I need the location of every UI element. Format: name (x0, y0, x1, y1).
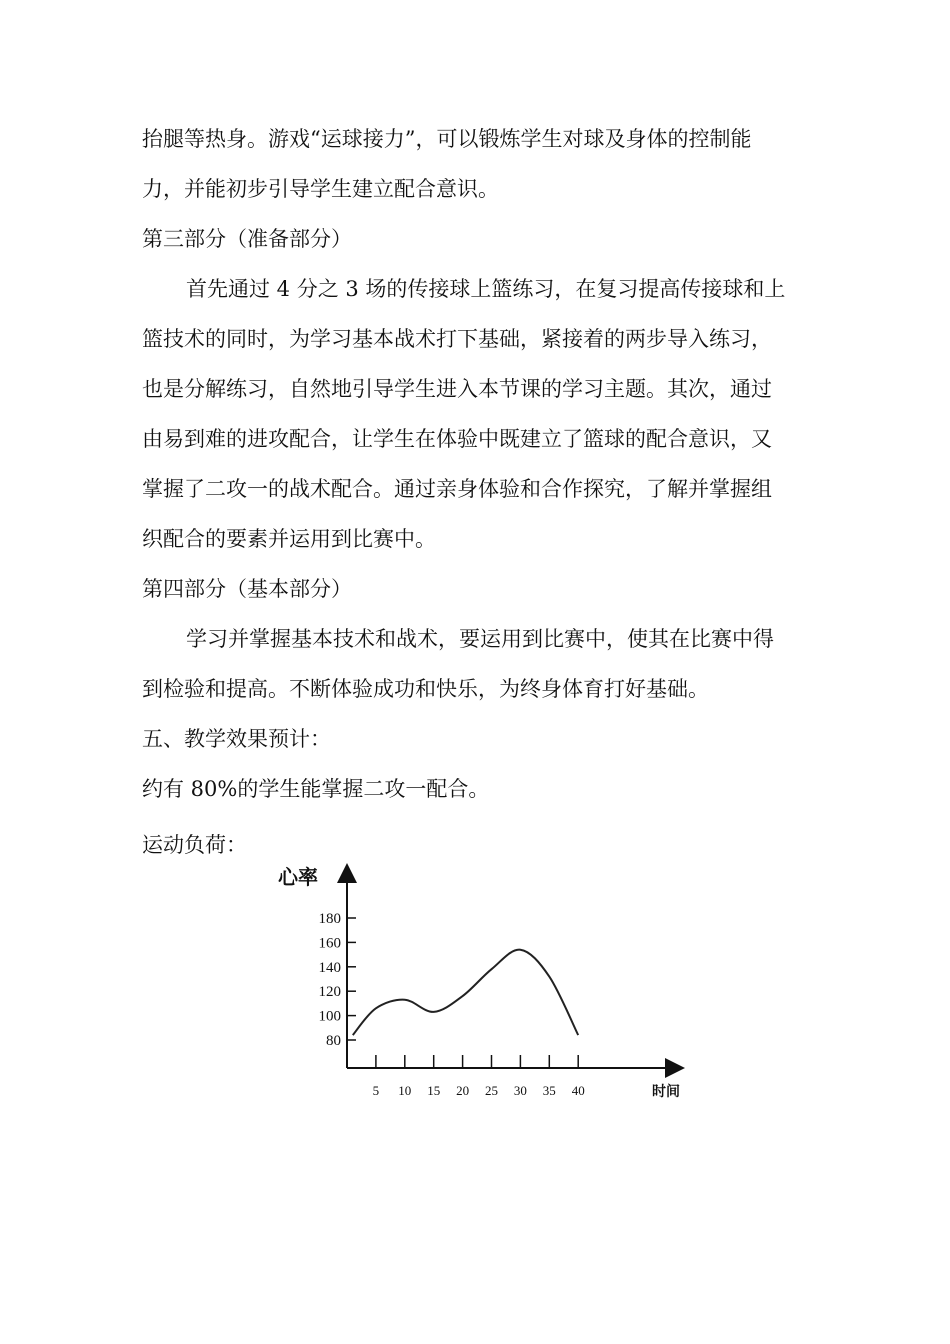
x-axis-label: 时间 (652, 1085, 680, 1100)
x-tick-label: 35 (542, 1083, 556, 1098)
paragraph-2-line-5: 掌握了二攻一的战术配合。通过亲身体验和合作探究，了解并掌握组 (142, 477, 772, 501)
y-tick-label: 180 (318, 911, 341, 927)
y-tick-label: 160 (318, 935, 341, 952)
x-tick-label: 5 (372, 1083, 380, 1098)
paragraph-1-line-2: 力，并能初步引导学生建立配合意识。 (142, 177, 499, 201)
exercise-load-label: 运动负荷： (142, 833, 247, 857)
heart-rate-chart (270, 858, 700, 1108)
paragraph-1-line-1: 抬腿等热身。游戏“运球接力”，可以锻炼学生对球及身体的控制能 (142, 127, 752, 151)
x-tick-label: 30 (513, 1083, 527, 1098)
section-4-heading: 第四部分（基本部分） (142, 577, 352, 601)
paragraph-2-line-3: 也是分解练习，自然地引导学生进入本节课的学习主题。其次，通过 (142, 377, 772, 401)
x-tick-label: 15 (427, 1083, 441, 1098)
x-ticks (373, 1055, 585, 1098)
y-tick-label: 100 (318, 1008, 341, 1025)
x-tick-label: 25 (485, 1083, 498, 1098)
effect-estimate: 约有 80%的学生能掌握二攻一配合。 (142, 777, 490, 801)
paragraph-3-line-2: 到检验和提高。不断体验成功和快乐，为终身体育打好基础。 (142, 677, 709, 701)
paragraph-3-line-1: 学习并掌握基本技术和战术，要运用到比赛中，使其在比赛中得 (186, 627, 774, 651)
y-ticks (319, 911, 357, 1049)
paragraph-2-line-6: 织配合的要素并运用到比赛中。 (142, 527, 436, 551)
y-tick-label: 120 (318, 984, 341, 1001)
x-tick-label: 20 (456, 1083, 470, 1098)
x-tick-label: 40 (571, 1083, 585, 1098)
y-tick-label: 140 (318, 959, 341, 976)
section-3-heading: 第三部分（准备部分） (142, 227, 352, 251)
paragraph-2-line-1: 首先通过 4 分之 3 场的传接球上篮练习，在复习提高传接球和上 (186, 277, 786, 301)
section-5-heading: 五、教学效果预计： (142, 727, 331, 751)
paragraph-2-line-2: 篮技术的同时，为学习基本战术打下基础，紧接着的两步导入练习， (142, 327, 772, 351)
y-tick-label: 80 (326, 1033, 341, 1049)
x-tick-label: 10 (398, 1083, 412, 1098)
y-axis-label: 心率 (278, 867, 318, 889)
heart-rate-line (353, 950, 578, 1035)
paragraph-2-line-4: 由易到难的进攻配合，让学生在体验中既建立了篮球的配合意识，又 (142, 427, 772, 451)
